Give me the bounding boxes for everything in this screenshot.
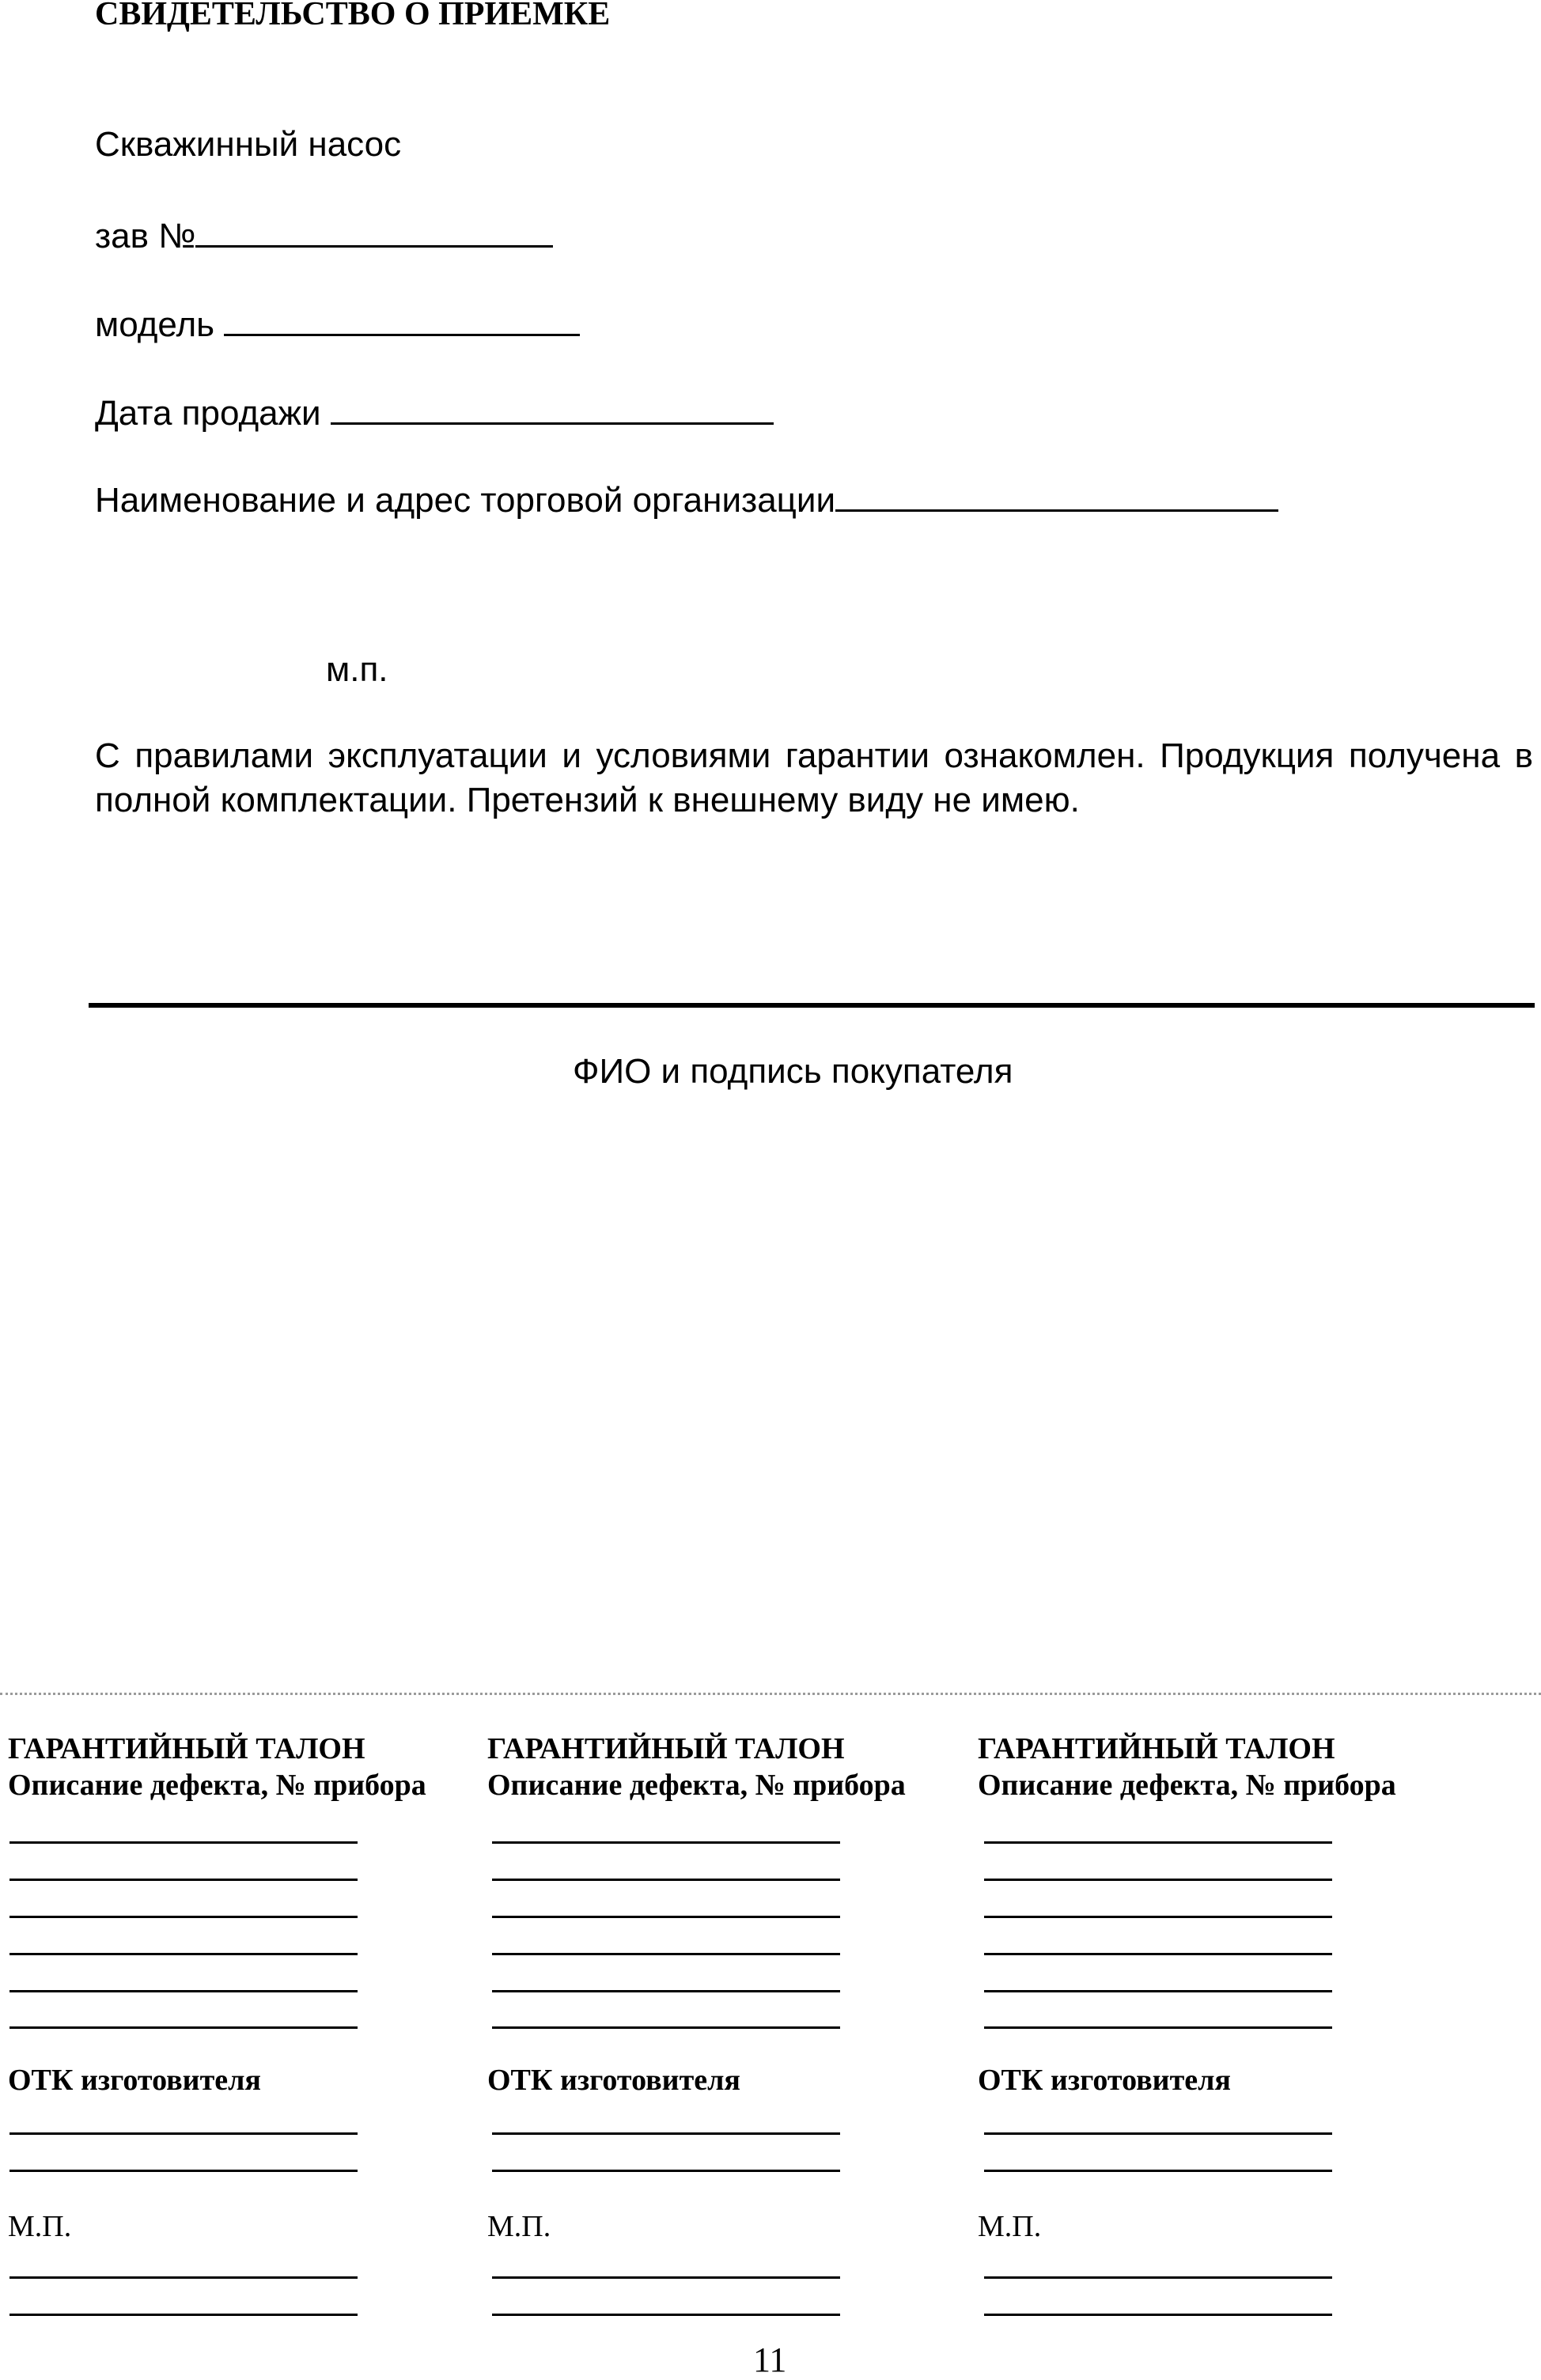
coupon-subtitle: Описание дефекта, № прибора xyxy=(487,1769,906,1802)
defect-line xyxy=(984,2026,1332,2029)
otk-label: ОТК изготовителя xyxy=(978,2064,1231,2097)
otk-label: ОТК изготовителя xyxy=(8,2064,261,2097)
model-row xyxy=(95,302,580,345)
defect-line xyxy=(492,1953,840,1955)
coupon-title: ГАРАНТИЙНЫЙ ТАЛОН xyxy=(978,1732,1335,1765)
defect-line xyxy=(492,2026,840,2029)
defect-line xyxy=(492,1879,840,1881)
otk-line xyxy=(492,2132,840,2135)
stamp-line xyxy=(9,2314,358,2316)
sale-date-row xyxy=(95,391,774,433)
serial-number-label: зав № xyxy=(95,217,196,255)
product-name: Скважинный насос xyxy=(95,125,402,164)
defect-line xyxy=(492,1990,840,1992)
warranty-coupon-2 xyxy=(487,1731,962,2243)
coupon-stamp-label: М.П. xyxy=(978,2210,1042,2243)
coupon-stamp-label: М.П. xyxy=(8,2210,72,2243)
coupon-title: ГАРАНТИЙНЫЙ ТАЛОН xyxy=(8,1732,365,1765)
warranty-coupon-1 xyxy=(8,1731,483,2243)
serial-number-row xyxy=(95,214,553,256)
defect-line xyxy=(9,1841,358,1844)
otk-line xyxy=(492,2170,840,2172)
coupon-subtitle: Описание дефекта, № прибора xyxy=(978,1769,1396,1802)
stamp-line xyxy=(492,2314,840,2316)
sale-date-label: Дата продажи xyxy=(95,394,321,433)
page-number: 11 xyxy=(753,2340,787,2379)
defect-line xyxy=(9,2026,358,2029)
cut-separator xyxy=(0,1693,1541,1695)
seller-stamp-label: м.п. xyxy=(326,650,388,689)
otk-line xyxy=(9,2170,358,2172)
defect-line xyxy=(492,1916,840,1918)
otk-line xyxy=(984,2170,1332,2172)
warranty-coupon-3 xyxy=(978,1731,1452,2243)
serial-number-blank xyxy=(195,214,553,248)
defect-line xyxy=(9,1953,358,1955)
buyer-signature-caption: ФИО и подпись покупателя xyxy=(573,1052,1013,1091)
buyer-signature-line xyxy=(89,1003,1535,1008)
shop-label: Наименование и адрес торговой организации xyxy=(95,481,836,520)
otk-label: ОТК изготовителя xyxy=(487,2064,740,2097)
defect-line xyxy=(984,1953,1332,1955)
stamp-line xyxy=(984,2276,1332,2279)
otk-line xyxy=(9,2132,358,2135)
stamp-line xyxy=(9,2276,358,2279)
defect-line xyxy=(492,1841,840,1844)
defect-line xyxy=(984,1879,1332,1881)
defect-line xyxy=(984,1990,1332,1992)
defect-line xyxy=(9,1916,358,1918)
stamp-line xyxy=(984,2314,1332,2316)
stamp-line xyxy=(492,2276,840,2279)
shop-row xyxy=(95,478,1278,520)
defect-line xyxy=(984,1916,1332,1918)
coupon-title: ГАРАНТИЙНЫЙ ТАЛОН xyxy=(487,1732,845,1765)
defect-line xyxy=(9,1990,358,1992)
shop-blank xyxy=(835,478,1278,512)
model-blank xyxy=(224,302,580,336)
coupon-subtitle: Описание дефекта, № прибора xyxy=(8,1769,426,1802)
model-label: модель xyxy=(95,305,215,344)
defect-line xyxy=(9,1879,358,1881)
otk-line xyxy=(984,2132,1332,2135)
acceptance-statement: С правилами эксплуатации и условиями гарантии ознакомлен. Продукция получена в полной комплектации. Претензий к внешнему виду не имею. xyxy=(95,736,1533,819)
certificate-title: СВИДЕТЕЛЬСТВО О ПРИЕМКЕ xyxy=(95,0,611,32)
defect-line xyxy=(984,1841,1332,1844)
coupon-stamp-label: М.П. xyxy=(487,2210,551,2243)
sale-date-blank xyxy=(331,391,774,425)
